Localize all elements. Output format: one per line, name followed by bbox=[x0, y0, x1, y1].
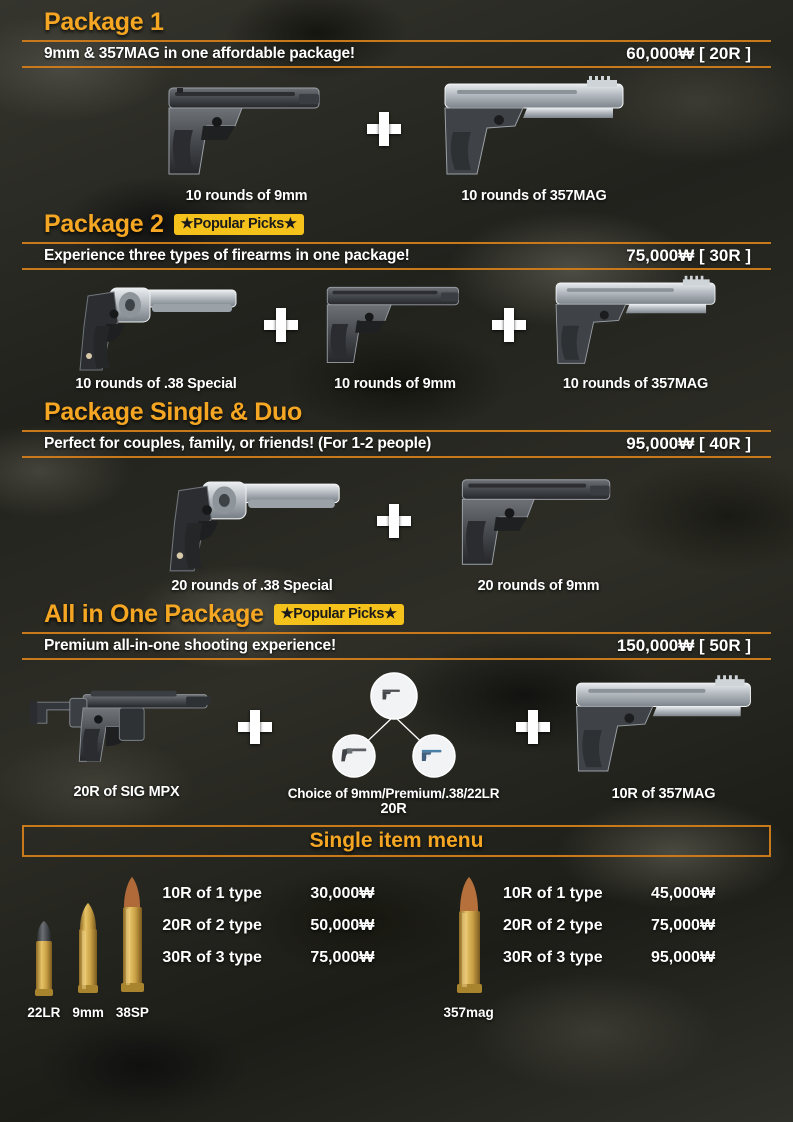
package-4-header bbox=[0, 600, 793, 629]
package-3-item-2 bbox=[421, 466, 656, 594]
package-1-item-1 bbox=[134, 74, 359, 204]
package-3-item-2-caption: 20 rounds of 9mm bbox=[477, 578, 600, 594]
left-row-3-price: 75,000₩ bbox=[310, 949, 375, 966]
pistol-desert-eagle-icon bbox=[559, 672, 769, 784]
ammo-9mm-icon bbox=[74, 897, 102, 1001]
right-row-3-label: 30R of 3 type bbox=[503, 949, 603, 966]
left-price-table bbox=[162, 885, 434, 967]
plus-icon bbox=[516, 710, 550, 744]
package-3-desc-bar bbox=[22, 430, 771, 458]
package-2-header bbox=[0, 210, 793, 239]
package-2-item-2 bbox=[300, 274, 490, 392]
package-section-4 bbox=[0, 594, 793, 817]
package-3-header bbox=[0, 398, 793, 427]
package-4-title: All in One Package bbox=[44, 600, 264, 628]
ammo-label-38sp: 38SP bbox=[115, 1005, 149, 1020]
ammo-38sp-icon bbox=[117, 871, 147, 1001]
package-1-price: 60,000₩ [ 20R ] bbox=[626, 44, 751, 63]
ammo-22lr-icon bbox=[31, 915, 57, 1001]
pistol-glock-icon bbox=[308, 274, 483, 374]
package-4-item-2-caption-line2: 20R bbox=[380, 801, 407, 817]
single-item-menu-header bbox=[22, 825, 771, 857]
package-4-item-2 bbox=[272, 672, 516, 817]
single-item-menu-title: Single item menu bbox=[309, 829, 484, 852]
ammo-label-357mag: 357mag bbox=[443, 1005, 494, 1020]
package-1-item-1-caption: 10 rounds of 9mm bbox=[185, 188, 308, 204]
package-4-description: Premium all-in-one shooting experience! bbox=[44, 637, 336, 654]
single-item-menu-section bbox=[0, 825, 793, 1020]
package-2-description: Experience three types of firearms in one package! bbox=[44, 247, 410, 264]
smg-sig-mpx-icon bbox=[24, 672, 229, 782]
package-3-items bbox=[0, 466, 793, 594]
package-2-item-2-caption: 10 rounds of 9mm bbox=[334, 376, 456, 392]
pistol-desert-eagle-icon bbox=[427, 74, 642, 186]
package-4-item-3-caption: 10R of 357MAG bbox=[611, 786, 716, 802]
ammo-357mag-icon bbox=[452, 871, 486, 1001]
package-4-items bbox=[0, 672, 793, 817]
package-2-item-3-caption: 10 rounds of 357MAG bbox=[562, 376, 709, 392]
package-section-1 bbox=[0, 0, 793, 204]
revolver-icon bbox=[66, 274, 246, 374]
package-1-items bbox=[0, 74, 793, 204]
plus-icon bbox=[238, 710, 272, 744]
plus-icon bbox=[377, 504, 411, 538]
package-3-description: Perfect for couples, family, or friends! (For 1-2 people) bbox=[44, 435, 432, 452]
package-3-title: Package Single & Duo bbox=[44, 398, 302, 426]
package-3-price: 95,000₩ [ 40R ] bbox=[626, 434, 751, 453]
package-1-title: Package 1 bbox=[44, 8, 164, 36]
left-row-2-label: 20R of 2 type bbox=[162, 917, 262, 934]
left-row-1-price: 30,000₩ bbox=[310, 885, 375, 902]
package-4-desc-bar bbox=[22, 632, 771, 660]
ammo-label-9mm: 9mm bbox=[72, 1005, 104, 1020]
package-2-title: Package 2 bbox=[44, 210, 164, 238]
package-2-item-1 bbox=[50, 274, 262, 392]
right-row-2-price: 75,000₩ bbox=[651, 917, 716, 934]
right-row-2-label: 20R of 2 type bbox=[503, 917, 603, 934]
package-section-2 bbox=[0, 204, 793, 392]
right-ammo-group bbox=[434, 871, 503, 1020]
plus-icon bbox=[367, 112, 401, 146]
package-2-desc-bar bbox=[22, 242, 771, 270]
choice-diagram-icon bbox=[326, 672, 462, 784]
plus-icon bbox=[492, 308, 526, 342]
right-row-1-price: 45,000₩ bbox=[651, 885, 716, 902]
plus-icon bbox=[264, 308, 298, 342]
package-2-item-3 bbox=[528, 274, 743, 392]
popular-picks-badge: ★Popular Picks★ bbox=[174, 214, 304, 235]
package-4-item-1-caption: 20R of SIG MPX bbox=[73, 784, 180, 800]
package-4-item-3 bbox=[550, 672, 778, 802]
left-ammo-group bbox=[14, 871, 162, 1020]
pistol-desert-eagle-icon bbox=[536, 274, 736, 374]
pistol-glock-icon bbox=[147, 74, 347, 186]
package-4-item-2-caption-line1: Choice of 9mm/Premium/.38/22LR bbox=[287, 786, 500, 801]
package-2-price: 75,000₩ [ 30R ] bbox=[626, 246, 751, 265]
package-3-item-1-caption: 20 rounds of .38 Special bbox=[171, 578, 333, 594]
package-1-item-2-caption: 10 rounds of 357MAG bbox=[461, 188, 607, 204]
left-row-3-label: 30R of 3 type bbox=[162, 949, 262, 966]
package-3-item-1 bbox=[137, 466, 367, 594]
revolver-icon bbox=[155, 466, 350, 576]
right-row-1-label: 10R of 1 type bbox=[503, 885, 603, 902]
left-row-2-price: 50,000₩ bbox=[310, 917, 375, 934]
left-row-1-label: 10R of 1 type bbox=[162, 885, 262, 902]
package-2-items bbox=[0, 274, 793, 392]
package-1-item-2 bbox=[409, 74, 659, 204]
ammo-label-22lr: 22LR bbox=[27, 1005, 61, 1020]
right-price-table bbox=[503, 885, 775, 967]
popular-picks-badge: ★Popular Picks★ bbox=[274, 604, 404, 625]
package-4-price: 150,000₩ [ 50R ] bbox=[616, 636, 751, 655]
package-2-item-1-caption: 10 rounds of .38 Special bbox=[75, 376, 237, 392]
package-1-desc-bar bbox=[22, 40, 771, 68]
package-1-description: 9mm & 357MAG in one affordable package! bbox=[44, 45, 355, 62]
package-1-header bbox=[0, 8, 793, 37]
pistol-glock-icon bbox=[439, 466, 639, 576]
package-4-item-1 bbox=[16, 672, 238, 800]
right-row-3-price: 95,000₩ bbox=[651, 949, 716, 966]
package-section-3 bbox=[0, 392, 793, 594]
